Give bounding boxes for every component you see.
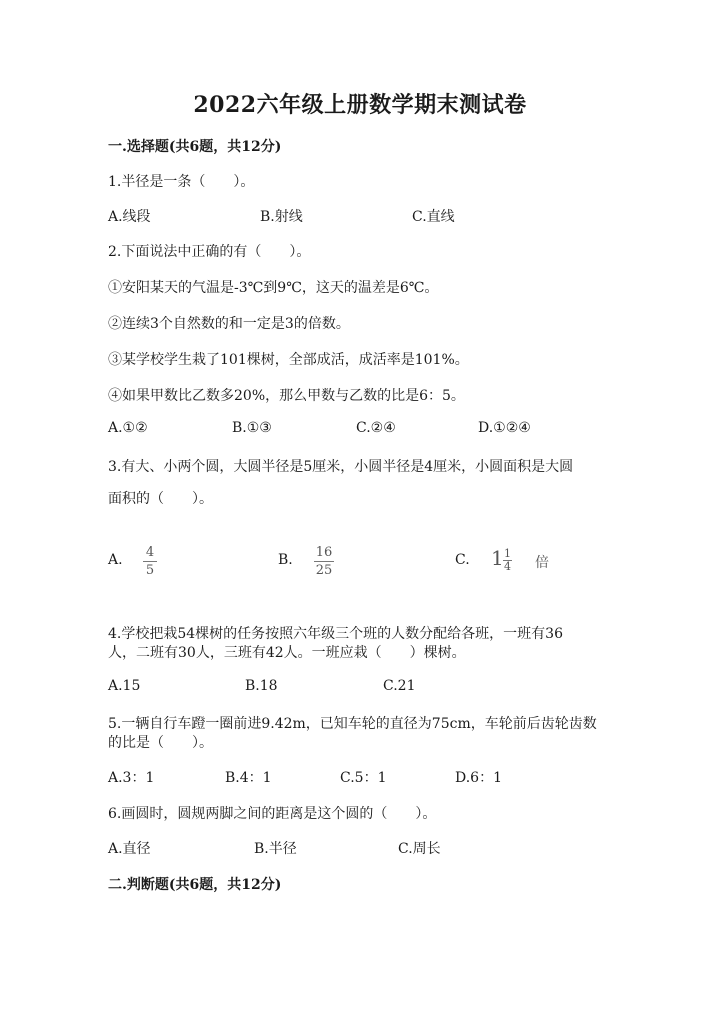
q1-option-c: C.直线	[412, 209, 455, 225]
page-title: 2022六年级上册数学期末测试卷	[193, 92, 527, 118]
fraction-numerator: 4	[145, 545, 155, 560]
q2-statement-2: ②连续3个自然数的和一定是3的倍数。	[108, 316, 350, 332]
question-3-line-2: 面积的（ ）。	[108, 491, 213, 507]
q3-option-b-fraction	[314, 545, 334, 578]
q3-option-c-label: C.	[455, 552, 470, 568]
q5-option-d: D.6：1	[455, 770, 502, 786]
question-5-line-1: 5.一辆自行车蹬一圈前进9.42m，已知车轮的直径为75cm，车轮前后齿轮齿数	[108, 716, 597, 732]
q1-option-a: A.线段	[108, 209, 151, 225]
question-5-line-2: 的比是（ ）。	[108, 735, 213, 751]
fraction-denominator: 5	[145, 563, 155, 578]
q2-option-b: B.①③	[232, 420, 272, 436]
q3-option-c-fraction	[503, 548, 512, 573]
question-3-line-1: 3.有大、小两个圆，大圆半径是5厘米，小圆半径是4厘米，小圆面积是大圆	[108, 459, 574, 475]
question-2: 2.下面说法中正确的有（ ）。	[108, 244, 311, 260]
q1-option-b: B.射线	[260, 209, 303, 225]
question-4-line-1: 4.学校把栽54棵树的任务按照六年级三个班的人数分配给各班，一班有36	[108, 626, 563, 642]
q4-option-a: A.15	[108, 678, 141, 694]
q5-option-a: A.3：1	[108, 770, 155, 786]
fraction-numerator: 16	[315, 545, 333, 560]
question-6: 6.画圆时，圆规两脚之间的距离是这个圆的（ ）。	[108, 806, 437, 822]
q2-option-a: A.①②	[108, 420, 148, 436]
fraction-numerator: 1	[504, 547, 511, 560]
q3-option-c-whole: 1	[491, 546, 504, 570]
question-4-line-2: 人，二班有30人，三班有42人。一班应栽（ ）棵树。	[108, 645, 466, 661]
question-1: 1.半径是一条（ ）。	[108, 174, 255, 190]
q5-option-c: C.5：1	[340, 770, 387, 786]
q5-option-b: B.4：1	[225, 770, 272, 786]
q4-option-b: B.18	[245, 678, 278, 694]
q2-statement-3: ③某学校学生栽了101棵树，全部成活，成活率是101%。	[108, 352, 469, 368]
q2-option-c: C.②④	[356, 420, 396, 436]
q4-option-c: C.21	[383, 678, 416, 694]
section-heading-judgment: 二.判断题(共6题，共12分)	[108, 877, 282, 893]
q3-option-a-label: A.	[108, 552, 123, 568]
q2-statement-1: ①安阳某天的气温是-3℃到9℃，这天的温差是6℃。	[108, 280, 439, 296]
fraction-denominator: 4	[504, 560, 511, 573]
q3-option-a-fraction	[143, 545, 157, 578]
q3-option-b-label: B.	[278, 552, 293, 568]
section-heading-choice: 一.选择题(共6题，共12分)	[108, 139, 282, 155]
q6-option-a: A.直径	[108, 841, 151, 857]
q3-option-c-suffix: 倍	[535, 555, 549, 571]
q6-option-b: B.半径	[254, 841, 297, 857]
q2-statement-4: ④如果甲数比乙数多20%，那么甲数与乙数的比是6：5。	[108, 388, 465, 404]
q2-option-d: D.①②④	[478, 420, 531, 436]
q6-option-c: C.周长	[398, 841, 441, 857]
fraction-denominator: 25	[315, 563, 333, 578]
